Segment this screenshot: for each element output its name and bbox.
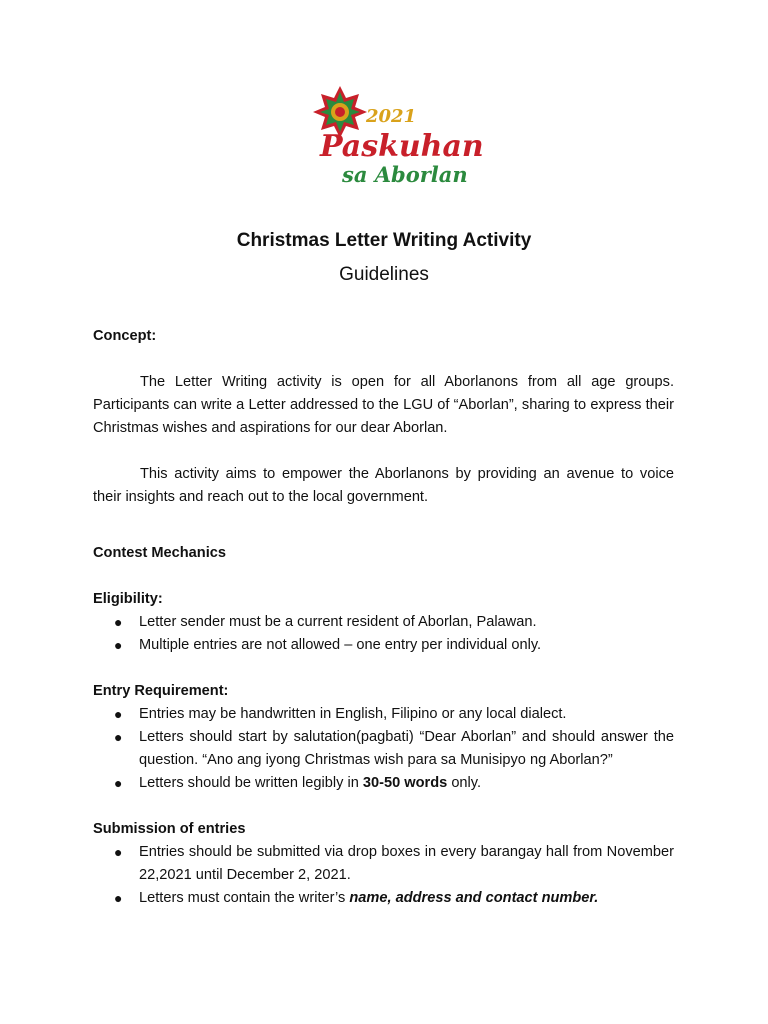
list-item-text: Letters should start by salutation(pagbati) “Dear Aborlan” and should answer the question. “Ano ang iyong Christmas wish para sa Munisipyo ng Aborlan?” [139, 729, 674, 768]
bullet-icon: ● [114, 706, 123, 722]
list-item [93, 887, 674, 910]
entry-list [93, 703, 674, 795]
list-item [93, 772, 674, 795]
list-item-text-end: only. [447, 775, 482, 791]
entry-heading: Entry Requirement: [93, 683, 229, 699]
concept-heading: Concept: [93, 328, 157, 344]
word-count-emphasis: 30-50 words [362, 775, 448, 791]
list-item-text: Letters must contain the writer’s [139, 890, 350, 906]
bullet-icon: ● [114, 729, 123, 745]
list-item-text: Multiple entries are not allowed – one entry per individual only. [139, 637, 542, 653]
logo-line2: sa Aborlan [342, 162, 468, 187]
list-item-text: Letters should be written legibly in [139, 775, 363, 791]
submission-heading: Submission of entries [93, 821, 246, 837]
page-subtitle: Guidelines [339, 264, 429, 285]
list-item [93, 841, 674, 887]
eligibility-heading: Eligibility: [93, 591, 163, 607]
mechanics-heading: Contest Mechanics [93, 545, 226, 561]
eligibility-list [93, 611, 674, 657]
bullet-icon: ● [114, 614, 123, 630]
list-item [93, 611, 674, 634]
required-details-emphasis: name, address and contact number. [349, 890, 599, 906]
bullet-icon: ● [114, 844, 123, 860]
concept-paragraph-2: This activity aims to empower the Aborlanons by providing an avenue to voice their insights and reach out to the local government. [93, 466, 674, 505]
submission-list [93, 841, 674, 910]
list-item-text: Entries should be submitted via drop boxes in every barangay hall from November 22,2021 until December 2, 2021. [139, 844, 674, 883]
list-item [93, 726, 674, 772]
document-body [93, 325, 674, 910]
bullet-icon: ● [114, 890, 123, 906]
bullet-icon: ● [114, 637, 123, 653]
list-item-text: Letter sender must be a current resident of Aborlan, Palawan. [139, 614, 537, 630]
logo-line1: Paskuhan [320, 129, 484, 164]
paskuhan-logo [312, 84, 484, 188]
logo-year: 2021 [366, 106, 417, 127]
list-item [93, 703, 674, 726]
concept-paragraph-1: The Letter Writing activity is open for all Aborlanons from all age groups. Participants can write a Letter addressed to the LGU of “Aborlan”, sharing to express their Christmas wishes and aspirations for our dear Aborlan. [93, 374, 674, 436]
list-item [93, 634, 674, 657]
list-item-text: Entries may be handwritten in English, Filipino or any local dialect. [139, 706, 567, 722]
bullet-icon: ● [114, 775, 123, 791]
page-title: Christmas Letter Writing Activity [236, 230, 532, 251]
